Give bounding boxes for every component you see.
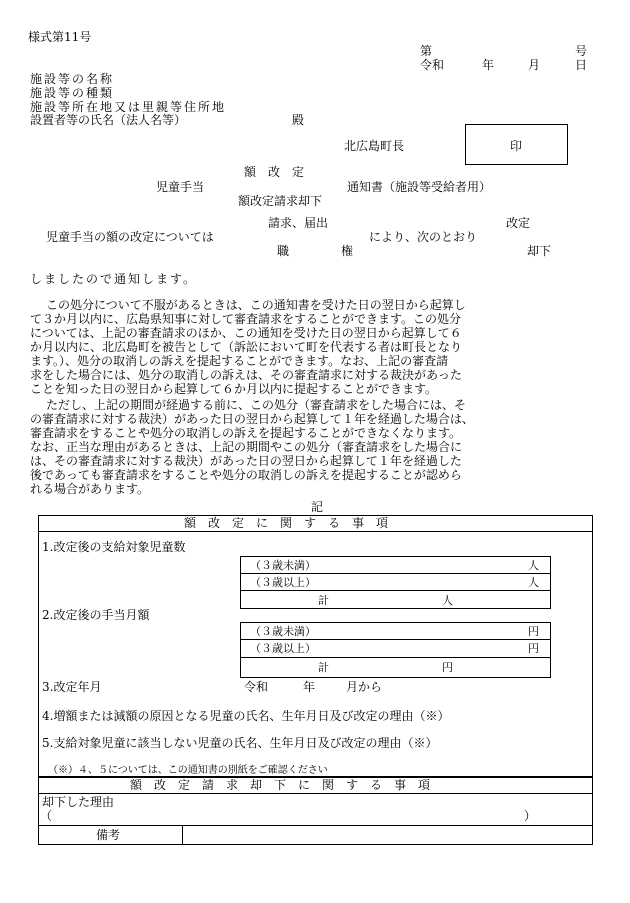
notice-line: 後であっても審査請求をすることや処分の取消しの訴えを提起することが認めら [30, 468, 462, 482]
notice-line: の審査請求に対する裁決）があった日の翌日から起算して１年を経過した場合は、 [30, 412, 474, 426]
item2-label: 2.改定後の手当月額 [42, 608, 150, 622]
remarks-label: 備考 [96, 828, 121, 842]
title-suffix: 通知書（施設等受給者用） [347, 180, 492, 194]
seal-label: 印 [510, 139, 523, 153]
over3-amount-label: （３歳以上） [250, 642, 316, 655]
row-divider [240, 657, 551, 658]
notice-line: この処分について不服があるときは、この通知書を受けた日の翌日から起算し [46, 298, 466, 312]
section1-title: 額 改 定 に 関 す る 事 項 [184, 516, 389, 530]
under3-count-label: （３歳未満） [250, 559, 316, 572]
notice-line: は、その審査請求に対する裁決）があった日の翌日から起算して１年を経過した [30, 454, 462, 468]
result-bottom: 却下 [527, 244, 552, 258]
section2-header-divider [38, 793, 593, 794]
issuer-title: 北広島町長 [344, 139, 405, 153]
section2-title: 額 改 定 請 求 却 下 に 関 す る 事 項 [130, 778, 431, 792]
amount-total-unit: 円 [442, 661, 453, 674]
rejection-reason-label: 却下した理由 [42, 795, 115, 809]
footnote: （※）４、５については、この通知書の別紙をご確認ください [48, 765, 328, 776]
doc-number-prefix: 第 [420, 44, 433, 58]
item5-label: 5.支給対象児童に該当しない児童の氏名、生年月日及び改定の理由（※） [42, 736, 438, 750]
notice-line: か月以内に、北広島町を被告として（訴訟において町を代表する者は町長となり [30, 340, 463, 354]
remarks-column-divider [182, 825, 183, 845]
form-number: 様式第11号 [28, 30, 92, 44]
ki-mark: 記 [311, 500, 324, 514]
item3-year: 年 [303, 680, 316, 694]
title-line-1: 額 改 定 [244, 165, 305, 179]
paren-open: （ [40, 809, 53, 823]
section1-header-divider [38, 531, 593, 532]
facility-address-label: 施設等所在地又は里親等住所地 [30, 100, 227, 114]
notice-line: ことを知った日の翌日から起算して６か月以内に提起することができます。 [30, 382, 438, 396]
notice-line: 審査請求をすることや処分の取消しの訴えを提起することができなくなります。 [30, 426, 462, 440]
notice-line: なお、正当な理由があるときは、上記の期間やこの処分（審査請求をした場合に [30, 440, 463, 454]
facility-name-label: 施設等の名称 [30, 72, 115, 86]
sentence-middle: により、次のとおり [369, 230, 478, 244]
item3-month-from: 月から [346, 680, 383, 694]
item3-label: 3.改定年月 [42, 680, 102, 694]
notice-line: ます。）、処分の取消しの訴えを提起することができます。なお、上記の審査請 [30, 354, 449, 368]
founder-name-label: 設置者等の氏名（法人名等） [30, 113, 187, 127]
paren-close: ） [524, 809, 537, 823]
date-year: 年 [482, 58, 495, 72]
amount-total-label: 計 [318, 661, 329, 674]
under3-amount-unit: 円 [528, 625, 539, 638]
doc-number-suffix: 号 [575, 44, 588, 58]
notice-line: については、上記の審査請求のほか、この通知を受けた日の翌日から起算して６ [30, 326, 462, 340]
date-era: 令和 [420, 58, 445, 72]
honorific: 殿 [292, 113, 305, 127]
row-divider [240, 590, 551, 591]
notice-line: ただし、上記の期間が経過する前に、この処分（審査請求をした場合には、そ [46, 398, 467, 412]
date-month: 月 [528, 58, 541, 72]
under3-count-unit: 人 [528, 559, 539, 572]
remarks-divider [38, 825, 593, 826]
title-prefix: 児童手当 [156, 180, 205, 194]
notice-line: て３か月以内に、広島県知事に対して審査請求をすることができます。この処分 [30, 312, 462, 326]
item1-label: 1.改定後の支給対象児童数 [42, 540, 186, 554]
sentence-end: しましたので通知します。 [30, 272, 198, 286]
count-total-label: 計 [318, 594, 329, 607]
sentence-lead: 児童手当の額の改定については [46, 230, 214, 244]
item4-label: 4.増額または減額の原因となる児童の氏名、生年月日及び改定の理由（※） [42, 709, 450, 723]
over3-count-label: （３歳以上） [250, 576, 316, 589]
result-top: 改定 [506, 216, 531, 230]
over3-amount-unit: 円 [528, 642, 539, 655]
item3-era: 令和 [244, 680, 269, 694]
title-line-3: 額改定請求却下 [238, 194, 323, 208]
option-top: 請求、届出 [268, 216, 329, 230]
row-divider [240, 639, 551, 640]
notice-line: れる場合があります。 [30, 482, 150, 496]
facility-type-label: 施設等の種類 [30, 86, 115, 100]
option-bottom-left: 職 [277, 244, 290, 258]
count-total-unit: 人 [442, 594, 453, 607]
date-day: 日 [575, 58, 588, 72]
over3-count-unit: 人 [528, 576, 539, 589]
notice-line: 求をした場合には、処分の取消しの訴えは、その審査請求に対する裁決があった [30, 368, 462, 382]
row-divider [240, 573, 551, 574]
under3-amount-label: （３歳未満） [250, 625, 316, 638]
option-bottom-right: 権 [341, 244, 354, 258]
